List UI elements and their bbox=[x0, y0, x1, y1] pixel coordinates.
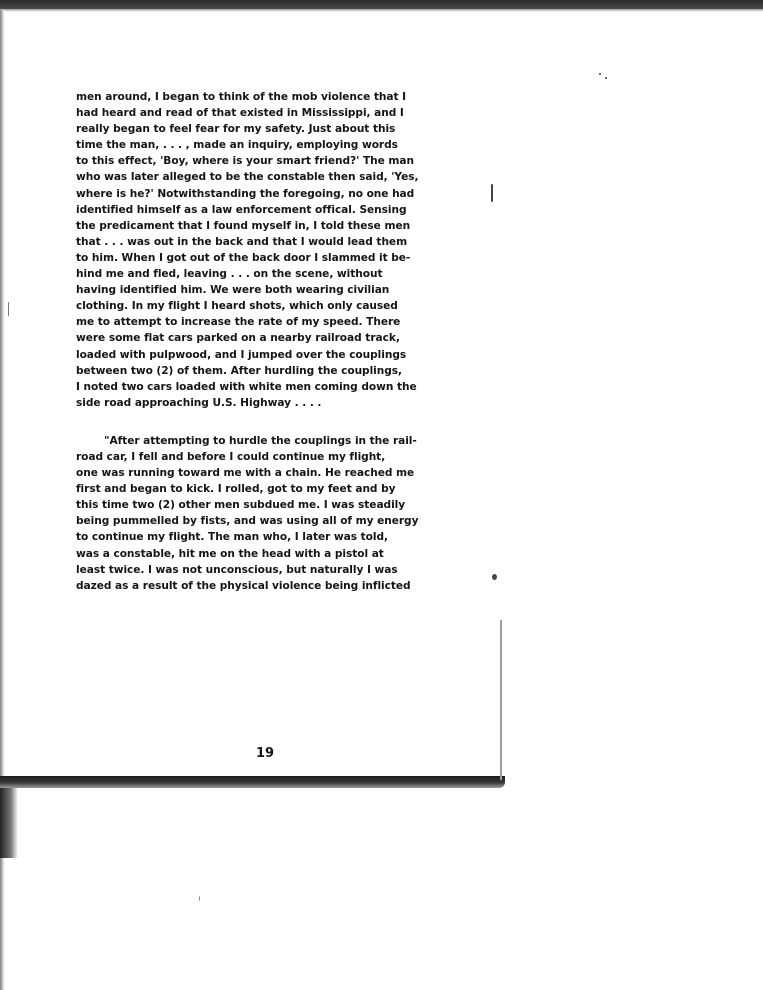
text-line: who was later alleged to be the constable then said, 'Yes, bbox=[76, 171, 419, 184]
page-number: 19 bbox=[256, 746, 275, 761]
text-line: road car, I fell and before I could continue my flight, bbox=[76, 450, 386, 463]
text-line: had heard and read of that existed in Mississippi, and I bbox=[76, 107, 404, 120]
text-line: me to attempt to increase the rate of my speed. There bbox=[76, 316, 401, 329]
text-line: was a constable, hit me on the head with a pistol at bbox=[76, 547, 384, 560]
text-line: hind me and fled, leaving . . . on the scene, without bbox=[76, 268, 383, 281]
text-line: to continue my flight. The man who, I later was told, bbox=[76, 531, 388, 544]
text-line: to this effect, 'Boy, where is your smart friend?' The man bbox=[76, 155, 414, 168]
text-line: being pummelled by fists, and was using all of my energy bbox=[76, 515, 419, 528]
page-right-edge bbox=[500, 620, 502, 780]
scan-top-edge-fade bbox=[0, 9, 763, 12]
scan-speck bbox=[199, 896, 200, 901]
paragraph-spacer bbox=[76, 411, 436, 433]
text-line: first and began to kick. I rolled, got to my feet and by bbox=[76, 483, 396, 496]
scan-speck bbox=[8, 302, 9, 316]
scan-top-edge bbox=[0, 0, 763, 9]
scan-speck bbox=[491, 184, 493, 202]
text-line: one was running toward me with a chain. He reached me bbox=[76, 467, 415, 480]
text-line: side road approaching U.S. Highway . . . . bbox=[76, 396, 322, 409]
body-text bbox=[76, 89, 436, 594]
text-line: dazed as a result of the physical violence being inflicted bbox=[76, 579, 411, 592]
text-line: I noted two cars loaded with white men coming down the bbox=[76, 380, 417, 393]
page-bottom-shadow bbox=[0, 776, 505, 788]
text-line: men around, I began to think of the mob violence that I bbox=[76, 91, 407, 103]
scan-speck bbox=[492, 574, 497, 580]
paragraph-2 bbox=[76, 433, 436, 594]
paragraph-1 bbox=[76, 89, 436, 411]
text-line: really began to feel fear for my safety. Just about this bbox=[76, 123, 396, 136]
text-line: least twice. I was not unconscious, but naturally I was bbox=[76, 563, 398, 576]
text-line: that . . . was out in the back and that I would lead them bbox=[76, 235, 408, 248]
text-line: to him. When I got out of the back door I slammed it be- bbox=[76, 251, 411, 264]
text-line: where is he?' Notwithstanding the foregoing, no one had bbox=[76, 187, 415, 200]
text-line: clothing. In my flight I heard shots, which only caused bbox=[76, 300, 398, 313]
scan-speck bbox=[599, 73, 601, 75]
text-line: were some flat cars parked on a nearby railroad track, bbox=[76, 332, 400, 345]
text-line: having identified him. We were both wearing civilian bbox=[76, 284, 390, 297]
text-line: between two (2) of them. After hurdling the couplings, bbox=[76, 364, 403, 377]
text-line: this time two (2) other men subdued me. I was steadily bbox=[76, 499, 406, 512]
scan-speck bbox=[605, 77, 607, 79]
text-line: "After attempting to hurdle the couplings in the rail- bbox=[104, 434, 417, 447]
page-corner-shadow bbox=[0, 788, 18, 858]
text-line: time the man, . . . , made an inquiry, employing words bbox=[76, 139, 398, 152]
text-line: loaded with pulpwood, and I jumped over the couplings bbox=[76, 348, 407, 361]
text-line: identified himself as a law enforcement offical. Sensing bbox=[76, 203, 407, 216]
text-line: the predicament that I found myself in, I told these men bbox=[76, 219, 411, 232]
